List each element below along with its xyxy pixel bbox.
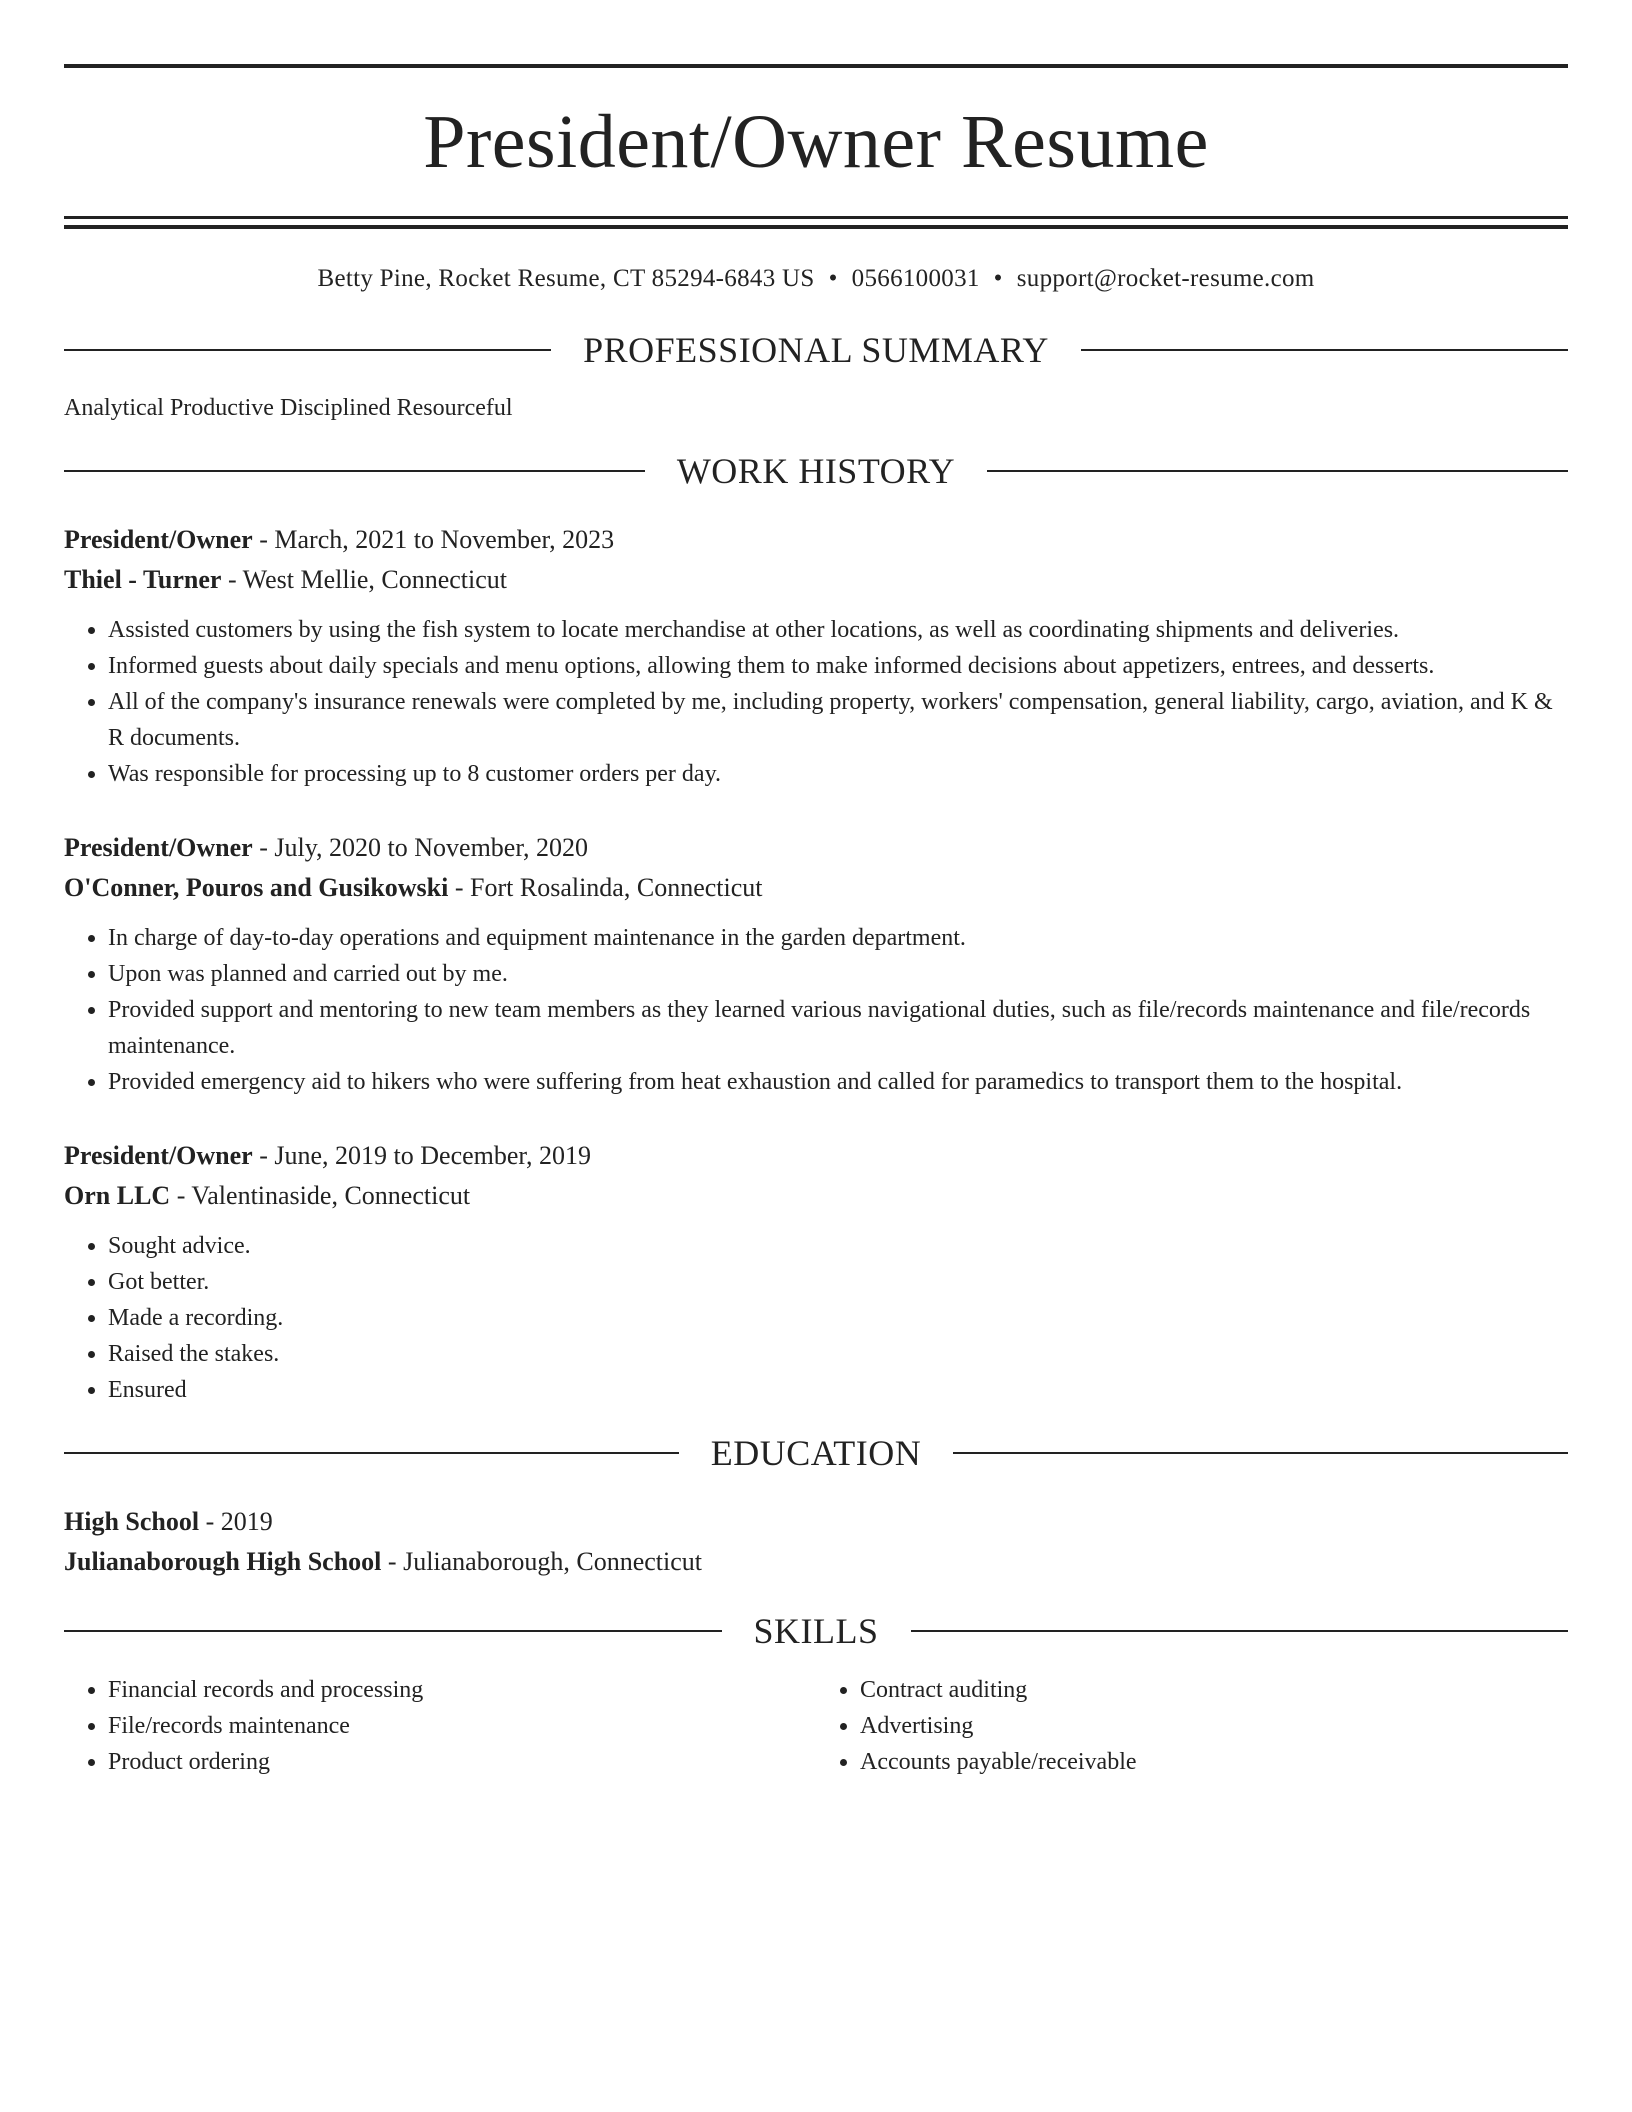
page-title: President/Owner Resume [423, 100, 1209, 184]
list-item: • Ensured [108, 1372, 1568, 1408]
skill-item: • Accounts payable/receivable [860, 1744, 1568, 1780]
job-location: - West Mellie, Connecticut [221, 565, 508, 594]
work-history-heading-label: WORK HISTORY [676, 451, 956, 491]
job-company: Orn LLC [64, 1181, 171, 1210]
education-location: - Julianaborough, Connecticut [381, 1547, 703, 1576]
contact-email: support@rocket-resume.com [1016, 265, 1315, 292]
job-bullets [64, 920, 1568, 1100]
list-item: • All of the company's insurance renewals were completed by me, including property, workers' compensation, general liability, cargo, aviation, and K & R documents. [108, 684, 1568, 756]
contact-phone: 0566100031 [851, 265, 980, 292]
list-item: • Provided emergency aid to hikers who were suffering from heat exhaustion and called for paramedics to transport them to the hospital. [108, 1064, 1568, 1100]
job-bullets [64, 1228, 1568, 1408]
contact-separator: • [993, 265, 1003, 292]
skills-columns [64, 1672, 1568, 1780]
heading-rule-right [987, 470, 1568, 472]
title-double-rule [64, 216, 1568, 229]
job-entry [64, 520, 1568, 792]
job-entry [64, 1136, 1568, 1408]
summary-heading [64, 329, 1568, 371]
contact-separator: • [828, 265, 838, 292]
education-year: - 2019 [199, 1507, 273, 1536]
list-item: • Assisted customers by using the fish system to locate merchandise at other locations, as well as coordinating shipments and deliveries. [108, 612, 1568, 648]
list-item: • Informed guests about daily specials and menu options, allowing them to make informed decisions about appetizers, entrees, and desserts. [108, 648, 1568, 684]
list-item: • In charge of day-to-day operations and equipment maintenance in the garden department. [108, 920, 1568, 956]
contact-line [64, 265, 1568, 293]
education-school: Julianaborough High School [64, 1547, 382, 1576]
skills-left-column [64, 1672, 816, 1780]
skills-heading-label: SKILLS [753, 1611, 879, 1651]
skill-item: • Contract auditing [860, 1672, 1568, 1708]
job-title-line [64, 1136, 1568, 1176]
heading-rule-right [911, 1630, 1569, 1632]
education-degree-line [64, 1502, 1568, 1542]
list-item: • Sought advice. [108, 1228, 1568, 1264]
skills-heading [64, 1610, 1568, 1652]
skill-item: • Advertising [860, 1708, 1568, 1744]
job-company-line [64, 1176, 1568, 1216]
list-item: • Was responsible for processing up to 8 customer orders per day. [108, 756, 1568, 792]
skill-item: • Product ordering [108, 1744, 816, 1780]
summary-text: Analytical Productive Disciplined Resourceful [64, 395, 513, 421]
heading-rule-left [64, 470, 645, 472]
education-heading [64, 1432, 1568, 1474]
job-entry [64, 828, 1568, 1100]
job-bullets [64, 612, 1568, 792]
heading-rule-right [1081, 349, 1568, 351]
job-company: O'Conner, Pouros and Gusikowski [64, 873, 449, 902]
work-history-heading [64, 450, 1568, 492]
list-item: • Provided support and mentoring to new team members as they learned various navigational duties, such as file/records maintenance and file/records maintenance. [108, 992, 1568, 1064]
job-dates: - July, 2020 to November, 2020 [252, 833, 588, 862]
summary-heading-label: PROFESSIONAL SUMMARY [583, 330, 1049, 370]
job-title-line [64, 828, 1568, 868]
skill-item: • File/records maintenance [108, 1708, 816, 1744]
job-location: - Valentinaside, Connecticut [170, 1181, 471, 1210]
education-heading-label: EDUCATION [710, 1433, 922, 1473]
heading-rule-left [64, 349, 551, 351]
job-dates: - June, 2019 to December, 2019 [252, 1141, 592, 1170]
heading-rule-left [64, 1452, 679, 1454]
contact-address: Betty Pine, Rocket Resume, CT 85294-6843 US [317, 265, 815, 292]
job-dates: - March, 2021 to November, 2023 [252, 525, 615, 554]
job-company: Thiel - Turner [64, 565, 222, 594]
education-degree: High School [64, 1507, 200, 1536]
education-entry [64, 1502, 1568, 1582]
skills-right-column [816, 1672, 1568, 1780]
list-item: • Got better. [108, 1264, 1568, 1300]
list-item: • Raised the stakes. [108, 1336, 1568, 1372]
education-school-line [64, 1542, 1568, 1582]
heading-rule-right [953, 1452, 1568, 1454]
job-title: President/Owner [64, 525, 253, 554]
job-location: - Fort Rosalinda, Connecticut [448, 873, 763, 902]
top-rule [64, 64, 1568, 68]
skill-item: • Financial records and processing [108, 1672, 816, 1708]
job-company-line [64, 868, 1568, 908]
job-title: President/Owner [64, 833, 253, 862]
list-item: • Upon was planned and carried out by me. [108, 956, 1568, 992]
job-company-line [64, 560, 1568, 600]
list-item: • Made a recording. [108, 1300, 1568, 1336]
job-title-line [64, 520, 1568, 560]
job-title: President/Owner [64, 1141, 253, 1170]
heading-rule-left [64, 1630, 722, 1632]
